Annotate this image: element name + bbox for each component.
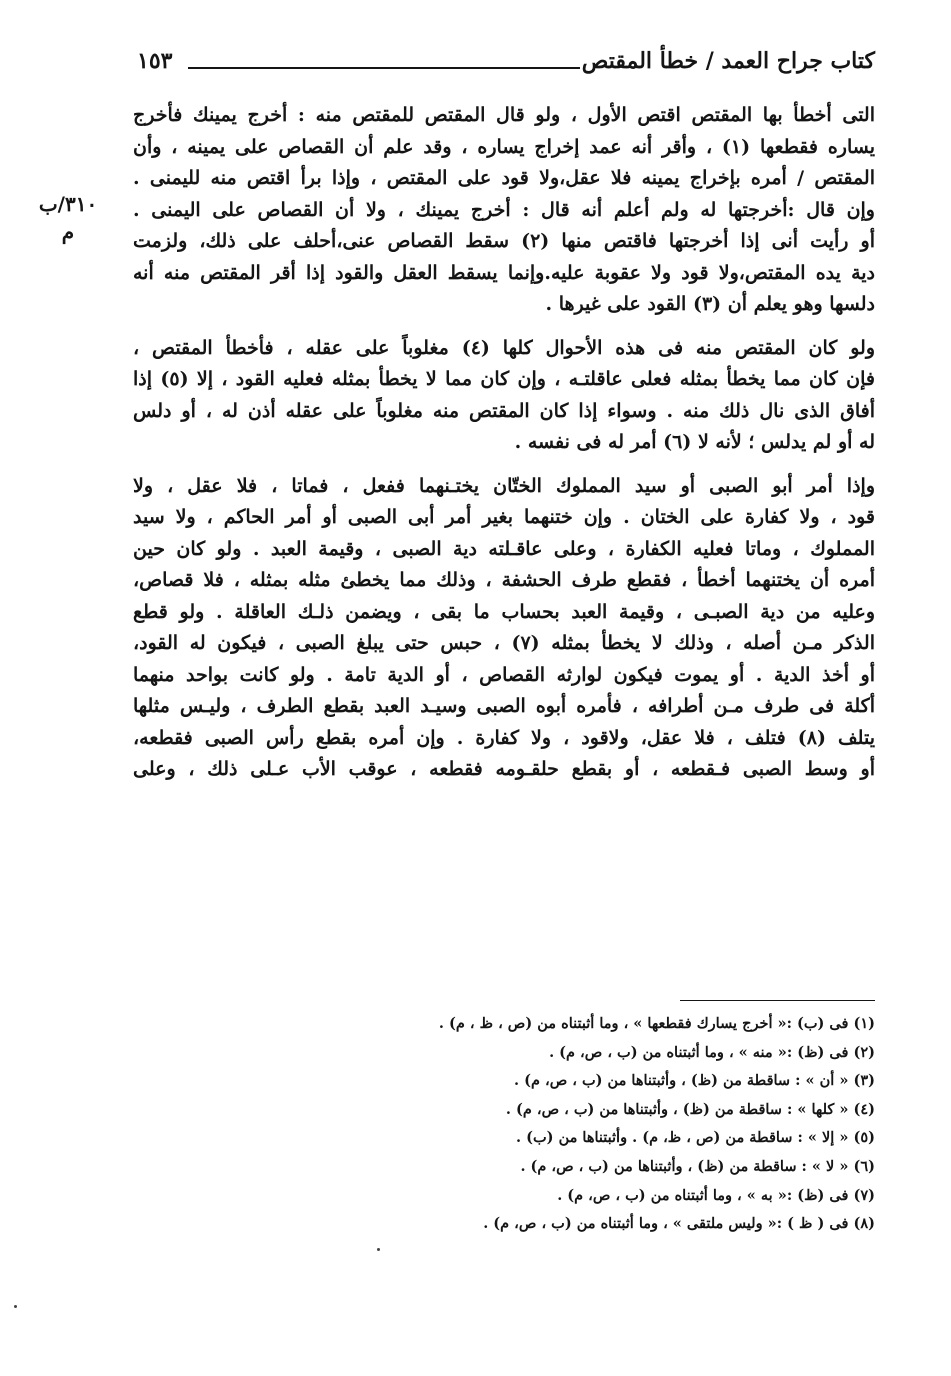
footnote-rule (680, 1000, 875, 1001)
text-line: التى أخطأ بها المقتص اقتص الأول ، ولو قال المقتص للمقتص منه : أخرج يمينك فأخرج (133, 104, 875, 126)
text-line: يساره فقطعها (١) ، وأقر أنه عمد إخراج يساره ، وقد علم أن القصاص على يمينه ، وأن (133, 135, 875, 158)
header-rule (188, 67, 580, 69)
text-line: له أو لم يدلس ؛ لأنه لا (٦) أمر له فى نفسه . (514, 431, 875, 453)
footnote: (٦) « لا » : ساقطة من (ظ) ، وأثبتناها من (ب ، ص، م) . (520, 1157, 875, 1175)
paragraph-2 (133, 333, 875, 459)
page-number: ١٥٣ (137, 48, 173, 74)
footnote: (١) فى (ب) :« أخرج يسارك فقطعها » ، وما أثبتناه من (ص ، ظ ، م) . (438, 1015, 875, 1032)
footnote: (٥) « إلا » : ساقطة من (ص ، ظ، م) . وأثبتناها من (ب) . (516, 1129, 875, 1147)
main-text (133, 100, 875, 786)
text-line: دية يده المقتص،ولا قود ولا عقوبة عليه.وإنما يسقط العقل والقود إذا أقر المقتص منه أنه (133, 261, 875, 284)
text-line: أكلة فى طرف مـن أطرافه ، فأمره أبوه الصبى وسيـد العبد بقطع الطرف ، وليـس مثلها (133, 695, 875, 717)
text-line: أو أخذ الدية . أو يموت فيكون لوارثه القصاص ، أو الدية تامة . ولو كانت بواحد منهما (133, 663, 875, 686)
page-header (133, 48, 875, 88)
footnote: (٤) « كلها » : ساقطة من (ظ) ، وأثبتناها من (ب ، ص، م) . (505, 1100, 875, 1118)
margin-note (18, 190, 118, 246)
footnote: (٣) « أن » : ساقطة من (ظ) ، وأثبتناها من (ب ، ص، م) . (514, 1072, 875, 1090)
text-line: دلسها وهو يعلم أن (٣) القود على غيرها . (545, 293, 875, 315)
text-line: فإن كان مما يخطأ بمثله فعلى عاقلتـه ، وإن كان مما لا يخطأ بمثله فعليه القود ، إلا (٥) إذا (133, 368, 875, 390)
text-line: أمره أن يختنهما أخطأ ، فقطع طرف الحشفة ، وذلك مما يخطئ مثله بمثله ، فلا قصاص، (133, 569, 875, 591)
margin-folio: ٣١٠/ب (38, 192, 98, 216)
text-line: وإذا أمر أبو الصبى أو سيد المملوك الختّان يختـنهما ففعل ، فماتا ، فلا عقل ، ولا (133, 474, 875, 497)
text-line: أو رأيت أنى إذا أخرجتها فاقتص منها (٢) سقط القصاص عنى،أحلف على ذلك، ولزمت (133, 230, 875, 252)
text-line: ولو كان المقتص منه فى هذه الأحوال كلها (٤) مغلوباً على عقله ، فأخطأ المقتص ، (133, 336, 875, 359)
text-line: المملوك ، وماتا فعليه الكفارة ، وعلى عاقـلته دية الصبى ، وقيمة العبد . ولو كان حين (133, 537, 875, 560)
text-line: أو وسط الصبى فـقطعه ، أو بقطع حلقـومه فقطعه ، عوقب الأب عـلى ذلك ، وعلى (133, 758, 875, 780)
text-line: المقتص / أمره بإخراج يمينه فلا عقل،ولا قود على المقتص ، وإذا برأ اقتص منه لليمنى . (133, 167, 875, 189)
margin-siglum: م (61, 220, 75, 244)
footnotes (300, 1010, 875, 1239)
paragraph-1 (133, 100, 875, 321)
text-line: أفاق الذى نال ذلك منه . وسواء إذا كان المقتص منه مغلوباً على عقله أذن له ، أو دلس (133, 399, 875, 422)
text-line: وإن قال :أخرجتها له ولم أعلم أنه قال : أخرج يمينك ، ولا أن القصاص على اليمنى . (133, 198, 875, 221)
scan-speck (14, 1305, 17, 1308)
text-line: وعليه من دية الصبـى ، وقيمة العبد بحساب ما بقى ، ويضمن ذلـك العاقلة . ولو قطع (133, 600, 875, 623)
running-title: كتاب جراح العمد / خطأ المقتص (581, 48, 875, 74)
footnote: (٢) فى (ظ) :« منه » ، وما أثبتناه من (ب ، ص، م) . (549, 1043, 875, 1061)
footnote: (٧) فى (ظ) :« به » ، وما أثبتناه من (ب ، ص، م) . (557, 1186, 875, 1204)
paragraph-3 (133, 471, 875, 786)
footnote: (٨) فى ( ظ ) :« وليس ملتقى » ، وما أثبتناه من (ب ، ص، م) . (483, 1215, 875, 1233)
text-line: يتلف (٨) فتلف ، فلا عقل، ولاقود ، ولا كفارة . وإن أمره بقطع رأس الصبى فقطعه، (133, 726, 875, 749)
scan-speck (377, 1248, 380, 1251)
text-line: الذكر مـن أصله ، وذلك لا يخطأ بمثله (٧) ، حبس حتى يبلغ الصبى ، فيكون له القود، (133, 632, 875, 654)
text-line: قود ، ولا كفارة على الختان . وإن ختنهما بغير أمر أبى الصبى أو أمر الحاكم ، ولا سيد (133, 506, 875, 528)
